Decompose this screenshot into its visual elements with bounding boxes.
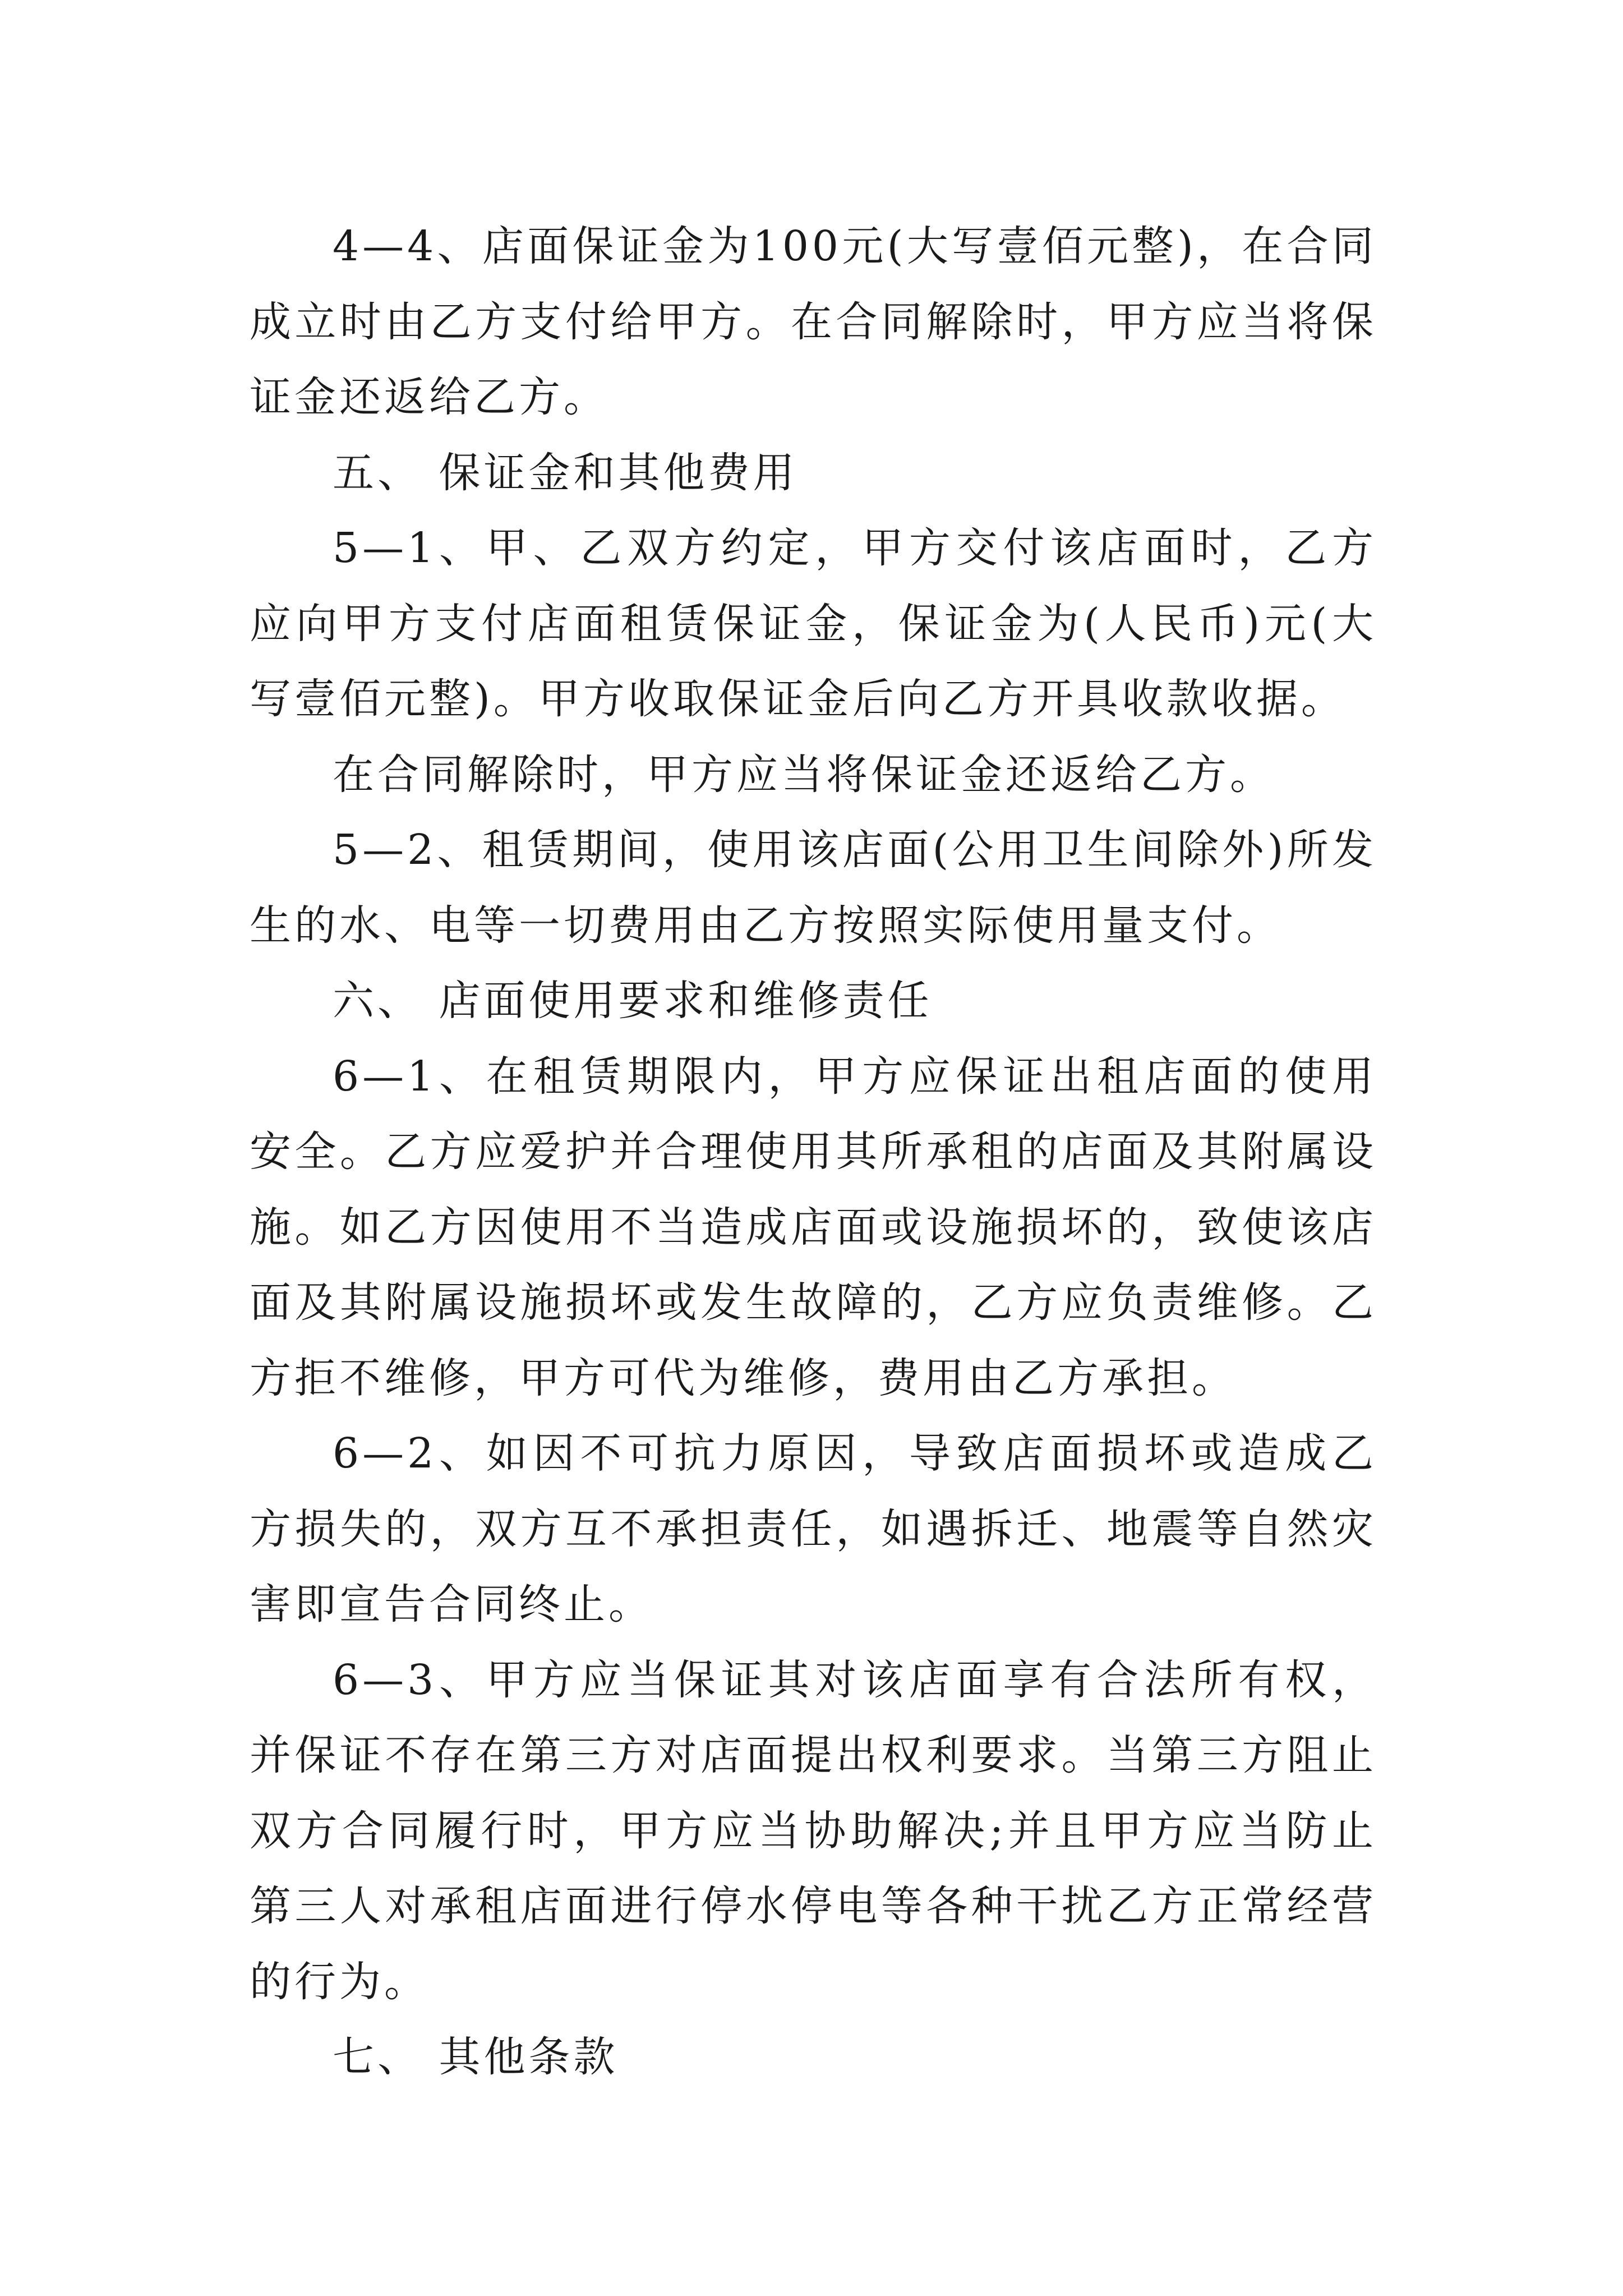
clause-5-1: 5—1、甲、乙双方约定，甲方交付该店面时，乙方应向甲方支付店面租赁保证金，保证金为(人民币)元(大写壹佰元整)。甲方收取保证金后向乙方开具收款收据。 [250, 524, 1377, 723]
clause-6-1: 6—1、在租赁期限内，甲方应保证出租店面的使用安全。乙方应爱护并合理使用其所承租的店面及其附属设施。如乙方因使用不当造成店面或设施损坏的，致使该店面及其附属设施损坏或发生故障的，乙方应负责维修。乙方拒不维修，甲方可代为维修，费用由乙方承担。 [250, 1052, 1377, 1402]
clause-4-4: 4—4、店面保证金为100元(大写壹佰元整)，在合同成立时由乙方支付给甲方。在合同解除时，甲方应当将保证金还返给乙方。 [250, 222, 1377, 421]
clause-5-1-continued: 在合同解除时，甲方应当将保证金还返给乙方。 [333, 750, 1275, 799]
section-heading-7: 七、 其他条款 [333, 2033, 619, 2081]
clause-5-2: 5—2、租赁期间，使用该店面(公用卫生间除外)所发生的水、电等一切费用由乙方按照实际使用量支付。 [250, 826, 1377, 950]
section-heading-6: 六、 店面使用要求和维修责任 [333, 977, 933, 1025]
document-body [250, 209, 1377, 2095]
clause-6-2: 6—2、如因不可抗力原因，导致店面损坏或造成乙方损失的，双方互不承担责任，如遇拆迁、地震等自然灾害即宣告合同终止。 [250, 1429, 1377, 1628]
section-heading-5: 五、 保证金和其他费用 [333, 448, 798, 497]
clause-6-3: 6—3、甲方应当保证其对该店面享有合法所有权，并保证不存在第三方对店面提出权利要求。当第三方阻止双方合同履行时，甲方应当协助解决;并且甲方应当防止第三人对承租店面进行停水停电等各种干扰乙方正常经营的行为。 [250, 1655, 1377, 2006]
